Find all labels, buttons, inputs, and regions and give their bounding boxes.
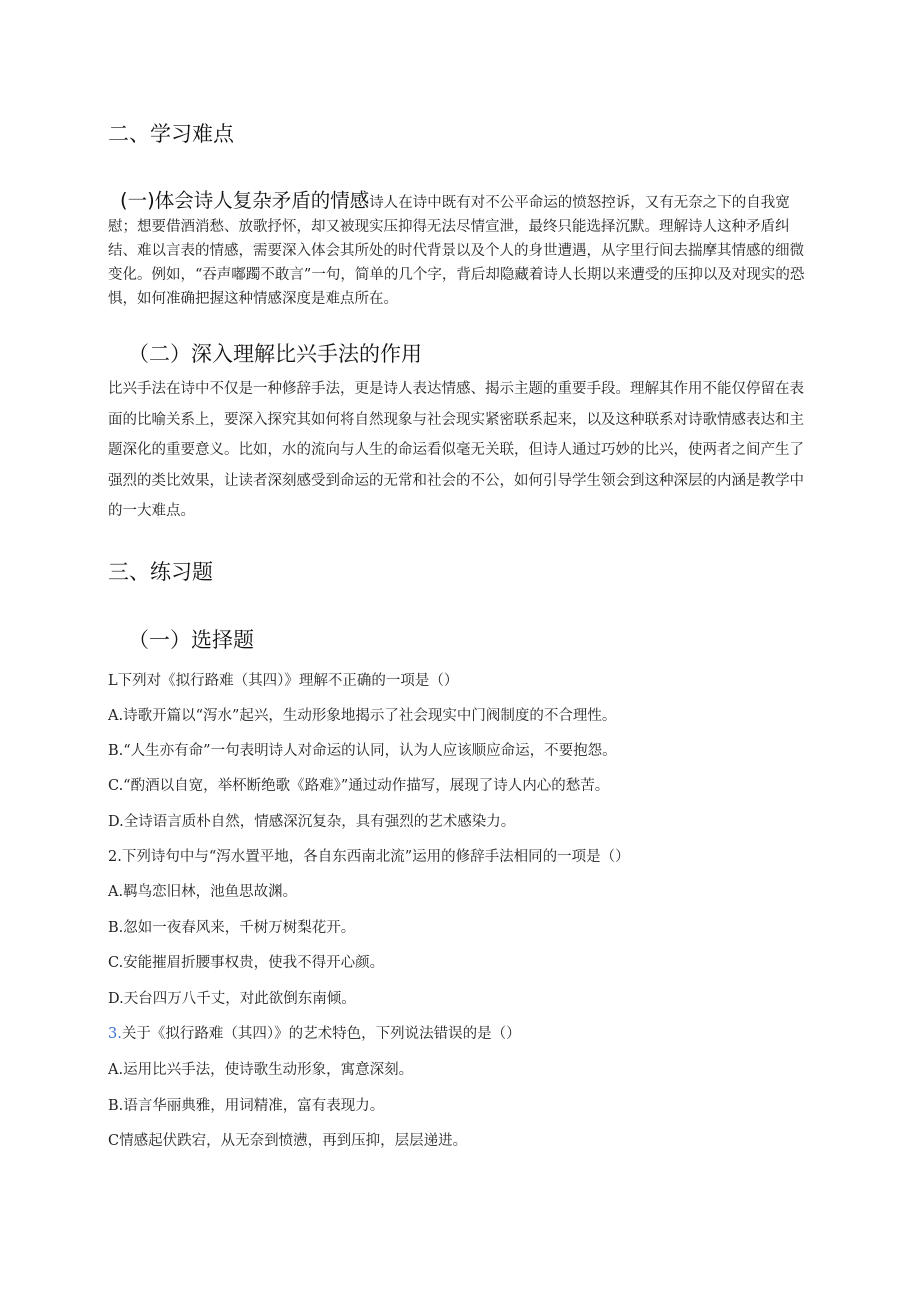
question-1-option-d: D.全诗语言质朴自然，情感深沉复杂，具有强烈的艺术感染力。 bbox=[108, 814, 516, 830]
question-3-option-b: B.语言华丽典雅，用词精准，富有表现力。 bbox=[108, 1098, 385, 1114]
question-2-option-c: C.安能摧眉折腰事权贵，使我不得开心颜。 bbox=[108, 955, 385, 971]
paragraph-contradictory-emotions bbox=[108, 189, 808, 311]
question-2-option-a: A.羁鸟恋旧林，池鱼思故渊。 bbox=[108, 884, 298, 900]
question-1-stem: L下列对《拟行路难（其四）》理解不正确的一项是（） bbox=[108, 673, 459, 689]
question-1-option-b: B.“人生亦有命”一句表明诗人对命运的认同，认为人应该顺应命运，不要抱怨。 bbox=[108, 743, 617, 759]
question-3-number: 3. bbox=[108, 1026, 122, 1042]
subsection-heading-multiple-choice: （一）选择题 bbox=[128, 628, 254, 652]
question-3-option-a: A.运用比兴手法，使诗歌生动形象，寓意深刻。 bbox=[108, 1062, 414, 1078]
question-2-option-d: D.天台四万八千丈，对此欲倒东南倾。 bbox=[108, 991, 356, 1007]
section-heading-learning-difficulties: 二、学习难点 bbox=[108, 122, 234, 146]
question-2-option-b: B.忽如一夜春风来，千树万树梨花开。 bbox=[108, 920, 356, 936]
question-3-stem-line bbox=[108, 1022, 521, 1043]
subsection-heading-contradictory-emotions: (一)体会诗人复杂矛盾的情感 bbox=[120, 189, 370, 212]
question-1-option-c: C.“酌酒以自宽，举杯断绝歌《路难》”通过动作描写，展现了诗人内心的愁苦。 bbox=[108, 778, 610, 794]
section-heading-exercises: 三、练习题 bbox=[108, 560, 213, 584]
question-1-option-a: A.诗歌开篇以“泻水”起兴，生动形象地揭示了社会现实中门阀制度的不合理性。 bbox=[108, 708, 617, 724]
question-2-stem: 2.下列诗句中与“泻水置平地，各自东西南北流”运用的修辞手法相同的一项是（） bbox=[108, 849, 630, 865]
question-3-stem: 关于《拟行路难（其四）》的艺术特色，下列说法错误的是（） bbox=[121, 1026, 521, 1042]
paragraph-bixing: 比兴手法在诗中不仅是一种修辞手法，更是诗人表达情感、揭示主题的重要手段。理解其作用不能仅停留在表面的比喻关系上，要深入探究其如何将自然现象与社会现实紧密联系起来，以及这种联系对诗歌情感表达和主题深化的重要意义。比如，水的流向与人生的命运看似毫无关联，但诗人通过巧妙的比兴，使两者之间产生了强烈的类比效果，让读者深刻感受到命运的无常和社会的不公，如何引导学生领会到这种深层的内涵是教学中的一大难点。 bbox=[108, 381, 804, 519]
paragraph-lead-text: 诗人在诗中既有对不公平命运的愤怒控诉，又有无奈之下的 bbox=[369, 195, 747, 211]
paragraph-rest-text: 自我宽慰；想要借酒消愁、放歌抒怀，却又被现实压抑得无法尽情宣泄，最终只能选择沉默。理解诗人这种矛盾纠结、难以言表的情感，需要深入体会其所处的时代背景以及个人的身世遭遇，从字里行间去揣摩其情感的细微变化。例如，“吞声嘟躅不敢言”一句，简单的几个字，背后却隐藏着诗人长期以来遭受的压抑以及对现实的恐惧，如何准确把握这种情感深度是难点所在。 bbox=[108, 195, 805, 307]
question-3-option-c: C情感起伏跌宕，从无奈到愤懑，再到压抑，层层递进。 bbox=[108, 1133, 468, 1149]
subsection-heading-bixing: （二）深入理解比兴手法的作用 bbox=[128, 342, 422, 366]
